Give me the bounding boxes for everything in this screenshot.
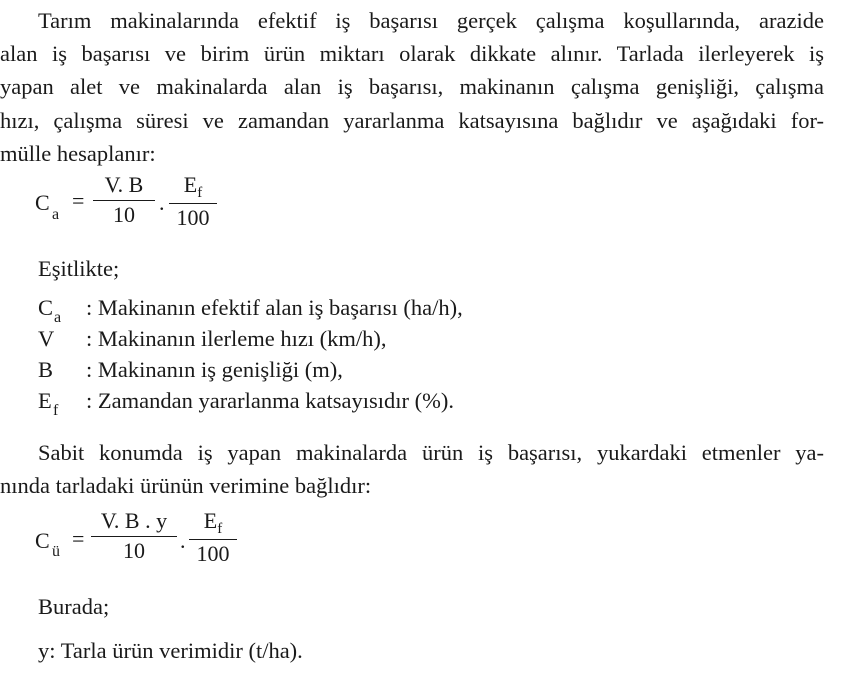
paragraph-line: Sabit konumda iş yapan makinalarda ürün iş başarısı, yukardaki etmenler ya- — [38, 440, 824, 465]
formula-lhs: C — [35, 528, 50, 553]
paragraph-line: alan iş başarısı ve birim ürün miktarı olarak dikkate alınır. Tarlada ilerleyerek iş — [0, 41, 824, 67]
fraction-denominator: 100 — [196, 541, 230, 566]
definition-text: : Makinanın ilerleme hızı (km/h), — [86, 326, 387, 351]
formula-lhs: C — [35, 190, 50, 215]
formula-multiply-dot: . — [159, 190, 165, 215]
paragraph-line: hızı, çalışma süresi ve zamandan yararlanma katsayısına bağlıdır ve aşağıdaki for- — [0, 107, 824, 133]
formula-fraction-vb — [93, 172, 155, 228]
formula-product-capacity — [35, 508, 355, 578]
definition-text: : Makinanın efektif alan iş başarısı (ha/h), — [86, 295, 463, 320]
fraction-bar — [93, 200, 155, 201]
formula-fraction-ef — [189, 508, 237, 567]
fraction-denominator: 100 — [176, 205, 210, 230]
paragraph-line: Tarım makinalarında efektif iş başarısı gerçek çalışma koşullarında, arazide — [38, 8, 824, 33]
y-definition: y: Tarla ürün verimidir (t/ha). — [38, 638, 303, 663]
burada-label: Burada; — [38, 594, 110, 619]
fraction-denominator: 10 — [123, 538, 145, 563]
definitions-intro: Eşitlikte; — [38, 256, 120, 281]
formula-area-capacity — [35, 172, 335, 242]
fraction-bar — [91, 536, 177, 537]
definition-symbol: B — [38, 357, 54, 382]
formula-fraction-ef — [169, 172, 217, 231]
fraction-numerator: $E_f$ — [203, 508, 223, 537]
paragraph-intro — [0, 4, 824, 170]
fraction-bar — [169, 203, 217, 204]
fraction-bar — [189, 539, 237, 540]
fraction-numerator: V. B — [104, 172, 144, 197]
formula-equals: = — [72, 526, 85, 551]
fraction-denominator: 10 — [113, 202, 135, 227]
formula-lhs-subscript: ü — [52, 543, 60, 560]
paragraph-line: nında tarladaki ürünün verimine bağlıdır: — [0, 473, 372, 499]
formula-fraction-vby — [91, 508, 177, 564]
fraction-numerator: $E_f$ — [183, 172, 203, 201]
paragraph-product-capacity — [0, 436, 824, 502]
definition-text: : Zamandan yararlanma katsayısıdır (%). — [86, 388, 454, 413]
formula-equals: = — [72, 188, 85, 213]
formula-multiply-dot: . — [180, 528, 186, 553]
paragraph-line: mülle hesaplanır: — [0, 140, 156, 166]
formula-lhs-subscript: a — [52, 206, 60, 223]
definition-symbol: E f — [38, 388, 59, 419]
definition-symbol: V — [38, 326, 55, 351]
definition-text: : Makinanın iş genişliği (m), — [86, 357, 343, 382]
definition-symbol: C a — [38, 295, 62, 326]
paragraph-line: yapan alet ve makinalarda alan iş başarısı, makinanın çalışma genişliği, çalışma — [0, 74, 824, 100]
fraction-numerator: V. B . y — [100, 508, 168, 533]
